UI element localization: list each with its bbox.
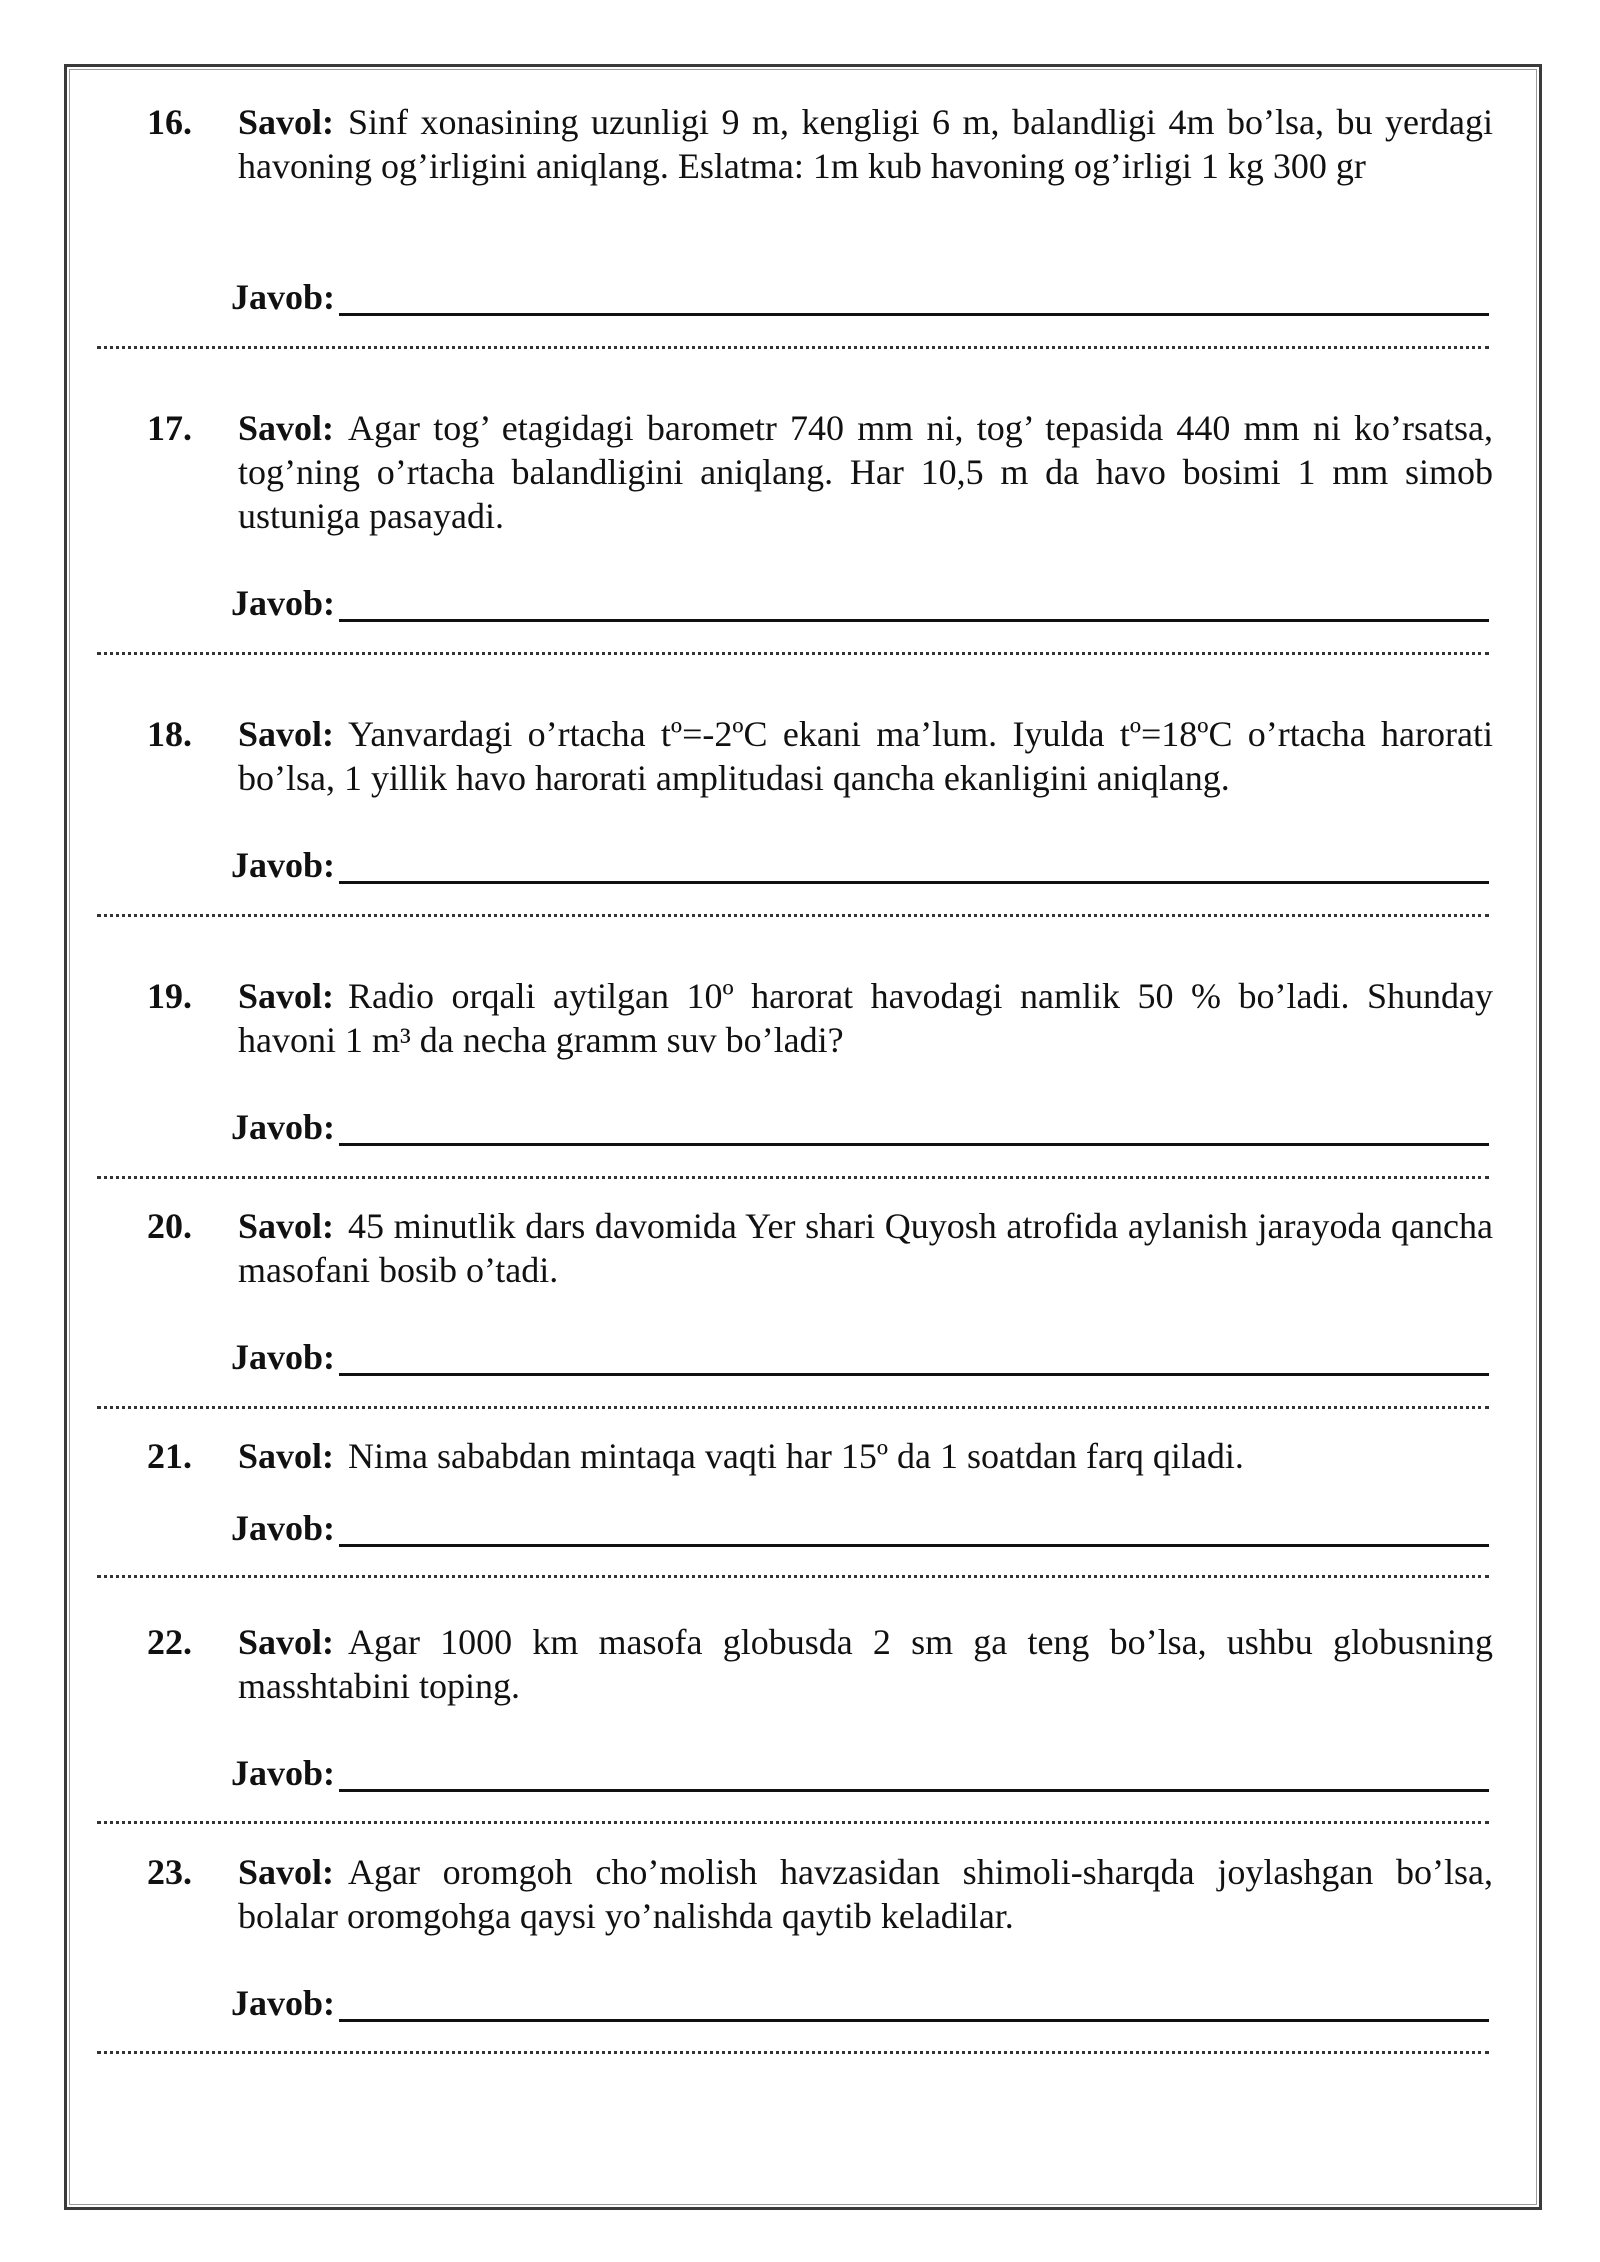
question-text-block (238, 1850, 1493, 1938)
answer-row-22 (231, 1751, 1499, 1795)
answer-field[interactable] (339, 313, 1489, 316)
question-text: Agar oromgoh cho’molish havzasidan shimoli-sharqda joylashgan bo’lsa, bolalar oromgohga qaysi yo’nalishda qaytib keladilar. (238, 1852, 1493, 1936)
question-text: Yanvardagi o’rtacha tº=-2ºC ekani ma’lum. Iyulda tº=18ºC o’rtacha harorati bo’lsa, 1 yillik havo harorati amplitudasi qancha ekanligini aniqlang. (238, 714, 1493, 798)
savol-label: Savol: (238, 714, 335, 754)
question-text-block (238, 1204, 1493, 1292)
question-text-block (238, 100, 1493, 188)
savol-label: Savol: (238, 1852, 335, 1892)
question-number: 21. (147, 1436, 192, 1476)
dotted-separator (97, 346, 1489, 349)
answer-field[interactable] (339, 1789, 1489, 1792)
savol-label: Savol: (238, 1206, 335, 1246)
javob-label: Javob: (231, 845, 336, 885)
answer-row-17 (231, 581, 1499, 625)
savol-label: Savol: (238, 976, 335, 1016)
question-number: 20. (147, 1206, 192, 1246)
question-number: 18. (147, 714, 192, 754)
question-number: 23. (147, 1852, 192, 1892)
javob-label: Javob: (231, 1983, 336, 2023)
savol-label: Savol: (238, 408, 335, 448)
question-text: 45 minutlik dars davomida Yer shari Quyosh atrofida aylanish jarayoda qancha masofani bosib o’tadi. (238, 1206, 1493, 1290)
javob-label: Javob: (231, 1753, 336, 1793)
question-text: Nima sababdan mintaqa vaqti har 15º da 1 soatdan farq qiladi. (348, 1436, 1244, 1476)
answer-field[interactable] (339, 2019, 1489, 2022)
dotted-separator (97, 1575, 1489, 1578)
answer-field[interactable] (339, 881, 1489, 884)
question-text-block (238, 406, 1493, 538)
dotted-separator (97, 1406, 1489, 1409)
question-text: Agar tog’ etagidagi barometr 740 mm ni, tog’ tepasida 440 mm ni ko’rsatsa, tog’ning o’rtacha balandligini aniqlang. Har 10,5 m da havo bosimi 1 mm simob ustuniga pasayadi. (238, 408, 1493, 536)
question-number: 16. (147, 102, 192, 142)
dotted-separator (97, 2051, 1489, 2054)
answer-field[interactable] (339, 1143, 1489, 1146)
question-text-block (238, 974, 1493, 1062)
question-text-block (238, 712, 1493, 800)
dotted-separator (97, 1176, 1489, 1179)
dotted-separator (97, 914, 1489, 917)
answer-field[interactable] (339, 1373, 1489, 1376)
question-text-block (238, 1620, 1493, 1708)
dotted-separator (97, 652, 1489, 655)
answer-row-21 (231, 1506, 1499, 1550)
javob-label: Javob: (231, 583, 336, 623)
question-text: Sinf xonasining uzunligi 9 m, kengligi 6 m, balandligi 4m bo’lsa, bu yerdagi havoning og’irligini aniqlang. Eslatma: 1m kub havoning og’irligi 1 kg 300 gr (238, 102, 1493, 186)
javob-label: Javob: (231, 1337, 336, 1377)
answer-row-23 (231, 1981, 1499, 2025)
question-text: Agar 1000 km masofa globusda 2 sm ga teng bo’lsa, ushbu globusning masshtabini toping. (238, 1622, 1493, 1706)
question-number: 19. (147, 976, 192, 1016)
question-text: Radio orqali aytilgan 10º harorat havodagi namlik 50 % bo’ladi. Shunday havoni 1 m³ da necha gramm suv bo’ladi? (238, 976, 1493, 1060)
javob-label: Javob: (231, 277, 336, 317)
question-number: 17. (147, 408, 192, 448)
javob-label: Javob: (231, 1508, 336, 1548)
answer-row-18 (231, 843, 1499, 887)
question-text-block (238, 1434, 1493, 1478)
answer-field[interactable] (339, 619, 1489, 622)
savol-label: Savol: (238, 1622, 335, 1662)
dotted-separator (97, 1821, 1489, 1824)
savol-label: Savol: (238, 1436, 335, 1476)
answer-field[interactable] (339, 1544, 1489, 1547)
question-number: 22. (147, 1622, 192, 1662)
answer-row-20 (231, 1335, 1499, 1379)
answer-row-16 (231, 275, 1499, 319)
javob-label: Javob: (231, 1107, 336, 1147)
page-frame (64, 64, 1542, 2210)
answer-row-19 (231, 1105, 1499, 1149)
savol-label: Savol: (238, 102, 335, 142)
